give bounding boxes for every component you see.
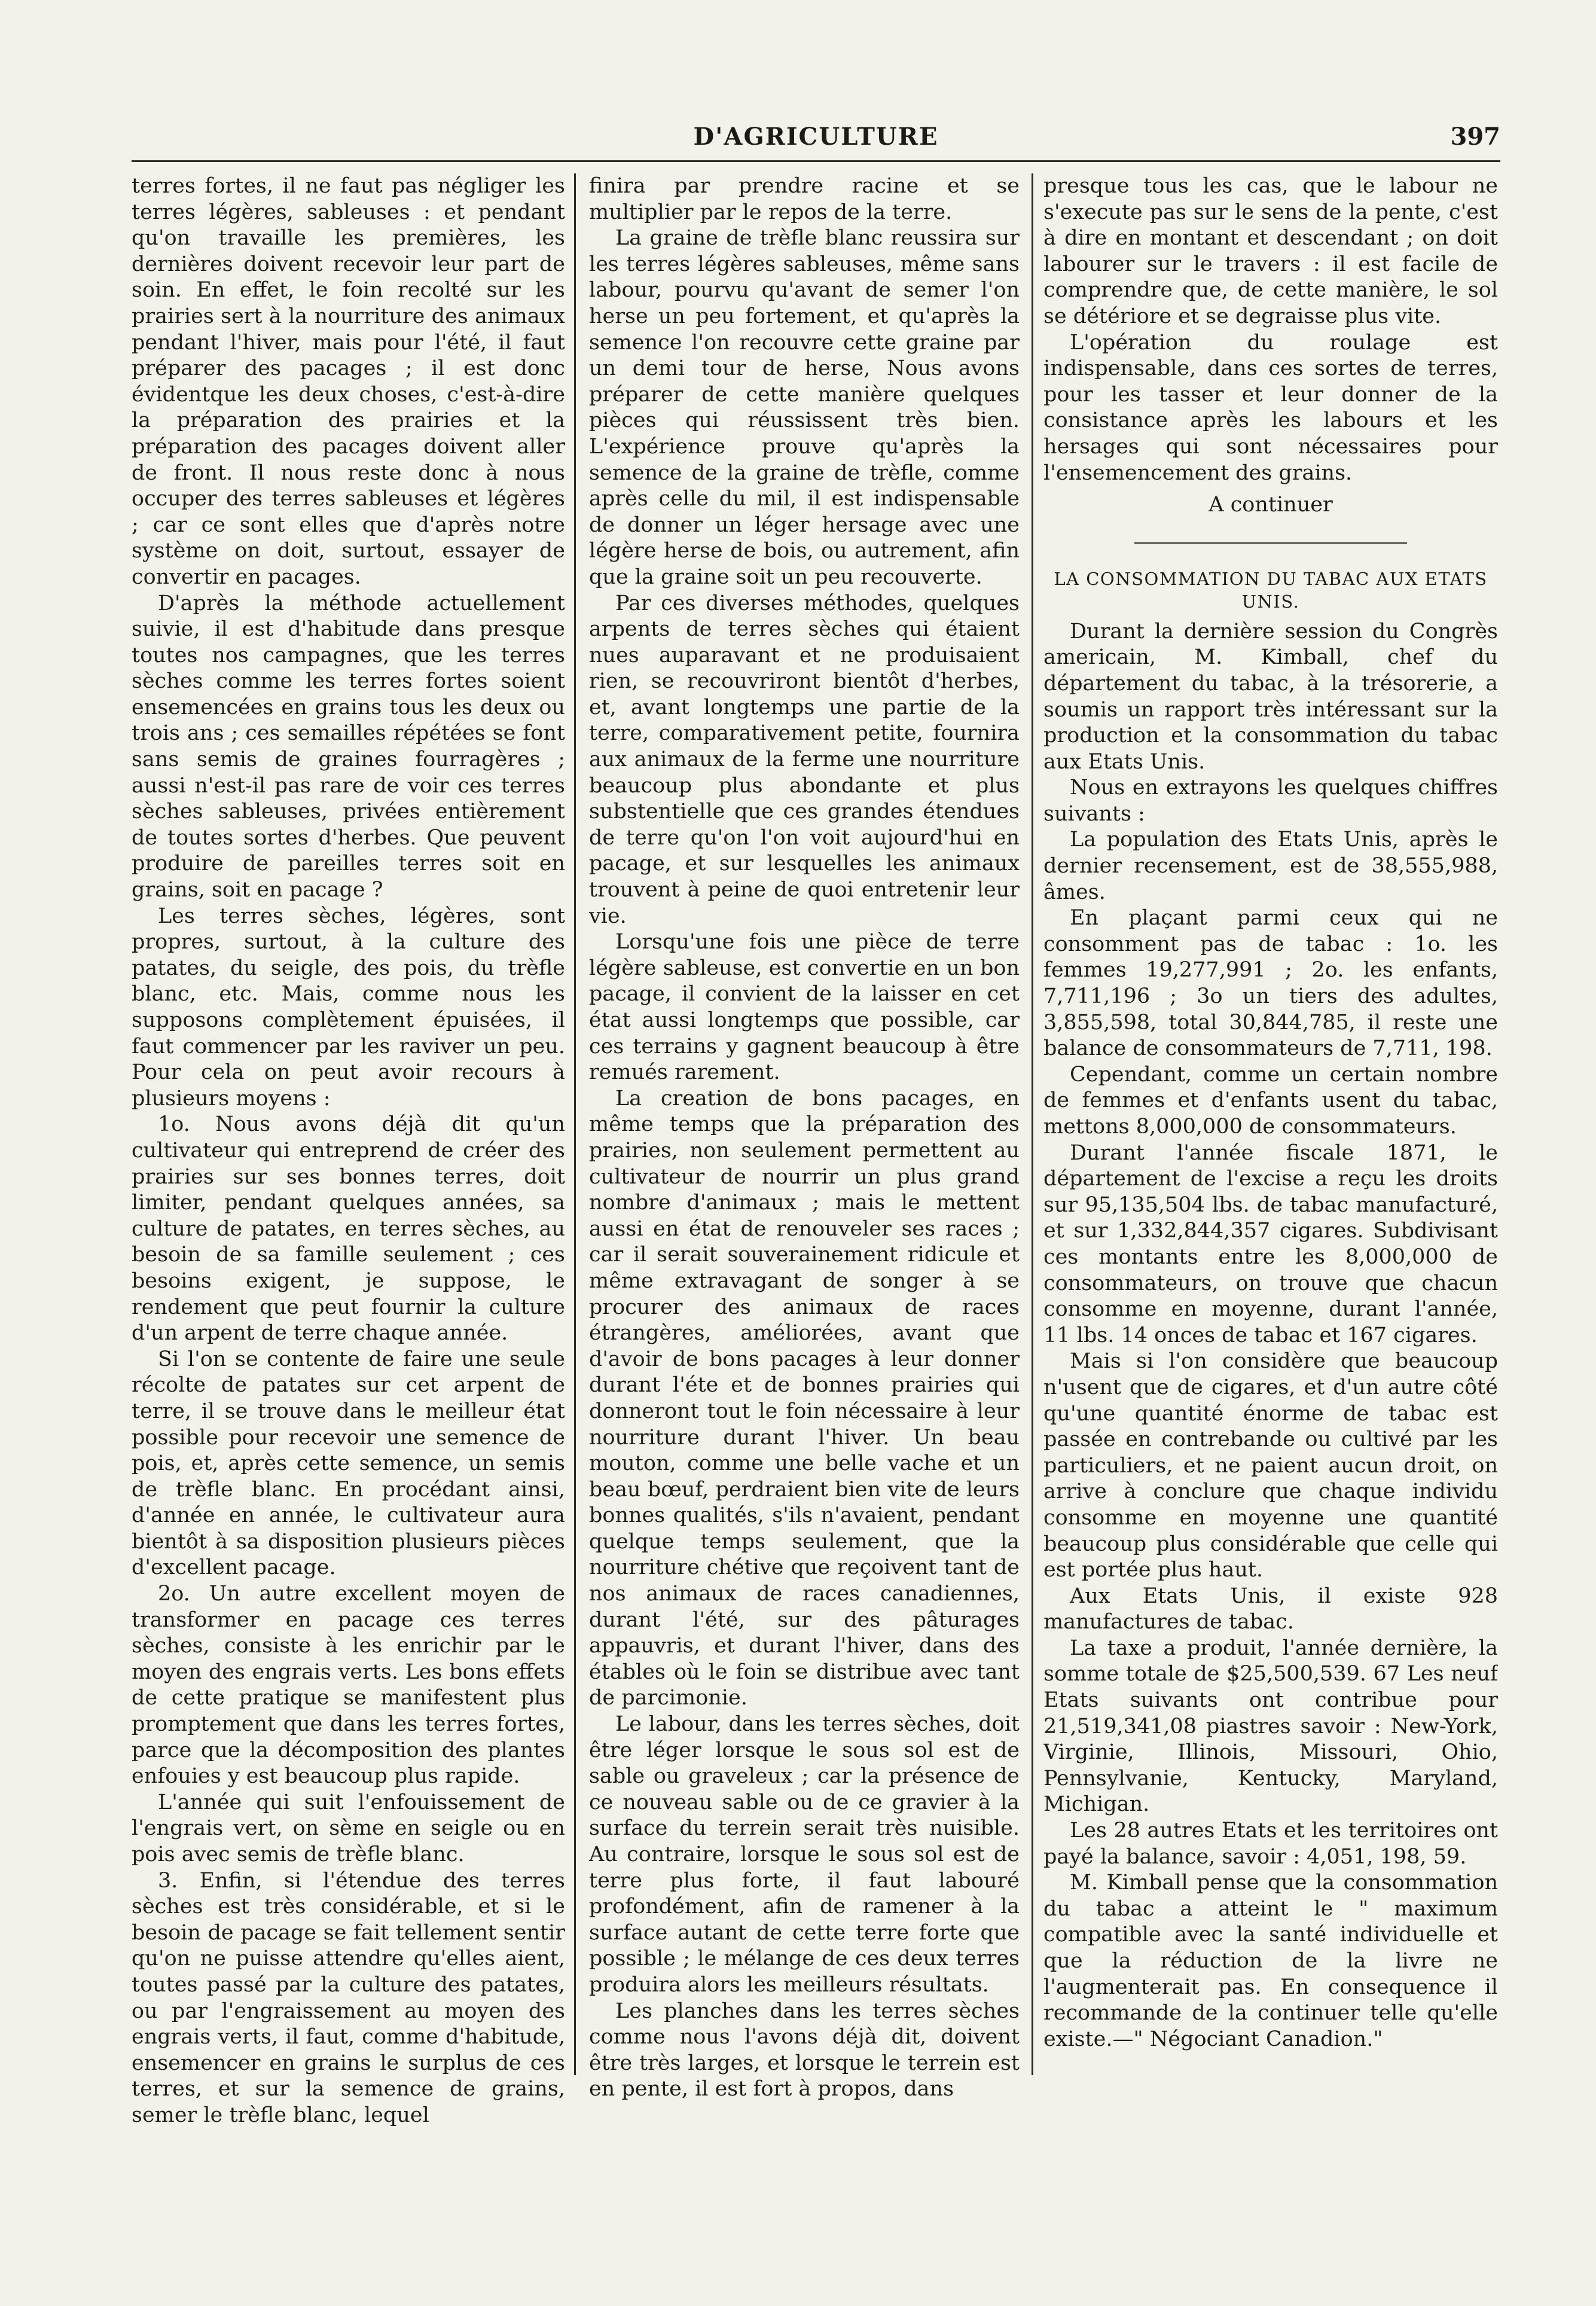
- header-rule: [132, 160, 1500, 162]
- page-header: [132, 123, 1500, 164]
- paragraph: L'année qui suit l'enfouissement de l'engrais vert, on sème en seigle ou en pois avec semis de trèfle blanc.: [132, 1790, 565, 1866]
- paragraph: Durant la dernière session du Congrès americain, M. Kimball, chef du département du tabac, à la trésorerie, a soumis un rapport très intéressant sur la production et la consommation du tabac aux Etats Unis.: [1043, 619, 1498, 774]
- paragraph: M. Kimball pense que la consommation du tabac a atteint le " maximum compatible avec la santé individuelle et que la réduction de la livre ne l'augmenterait pas. En consequence il recommande de la continuer telle qu'elle existe.—" Négociant Canadion.": [1043, 1871, 1498, 2051]
- paragraph: En plaçant parmi ceux qui ne consomment pas de tabac : 1o. les femmes 19,277,991 ; 2o. les enfants, 7,711,196 ; 3o un tiers des adultes, 3,855,598, total 30,844,785, il reste une balance de consommateurs de 7,711, 198.: [1043, 906, 1498, 1061]
- article-title: LA CONSOMMATION DU TABAC AUX ETATS UNIS.: [1054, 568, 1488, 612]
- paragraph: Les 28 autres Etats et les territoires ont payé la balance, savoir : 4,051, 198, 59.: [1043, 1819, 1498, 1869]
- page-number: 397: [1450, 123, 1500, 151]
- paragraph: presque tous les cas, que le labour ne s'execute pas sur le sens de la pente, c'est à dire en montant et descendant ; on doit labourer sur le travers : il est facile de comprendre que, de cette manière, le sol se détériore et se degraisse plus vite.: [1043, 174, 1498, 328]
- paragraph: terres fortes, il ne faut pas négliger les terres légères, sableuses : et pendant qu'on travaille les premières, les dernières doivent recevoir leur part de soin. En effet, le foin recolté sur les prairies sert à la nourriture des animaux pendant l'hiver, mais pour l'été, il faut préparer des pacages ; il est donc évidentque les deux choses, c'est-à-dire la préparation des prairies et la préparation des pacages doivent aller de front. Il nous reste donc à nous occuper des terres sableuses et légères ; car ce sont elles que d'après notre système on doit, surtout, essayer de convertir en pacages.: [132, 174, 565, 589]
- running-head: D'AGRICULTURE: [693, 123, 939, 151]
- paragraph: 3. Enfin, si l'étendue des terres sèches est très considérable, et si le besoin de pacage se fait tellement sentir qu'on ne puisse attendre qu'elles aient, toutes passé par la culture des patates, ou par l'engraissement au moyen des engrais verts, il faut, comme d'habitude, ensemencer en grains le surplus de ces terres, et sur la semence de grains, semer le trèfle blanc, lequel: [132, 1868, 565, 2127]
- continuation-note: A continuer: [1209, 493, 1333, 517]
- paragraph: 2o. Un autre excellent moyen de transformer en pacage ces terres sèches, consiste à les enrichir par le moyen des engrais verts. Les bons effets de cette pratique se manifestent plus promptement que dans les terres fortes, parce que la décomposition des plantes enfouies y est beaucoup plus rapide.: [132, 1582, 565, 1789]
- paragraph: Nous en extrayons les quelques chiffres suivants :: [1043, 776, 1498, 826]
- paragraph: 1o. Nous avons déjà dit qu'un cultivateur qui entreprend de créer des prairies sur ses bonnes terres, doit limiter, pendant quelques années, sa culture de patates, en terres sèches, au besoin de sa famille seulement ; ces besoins exigent, je suppose, le rendement que peut fournir la culture d'un arpent de terre chaque année.: [132, 1112, 565, 1346]
- paragraph: Aux Etats Unis, il existe 928 manufactures de tabac.: [1043, 1584, 1498, 1634]
- column-divider: [574, 173, 576, 2075]
- section-rule: [1134, 542, 1407, 544]
- paragraph: La population des Etats Unis, après le dernier recensement, est de 38,555,988, âmes.: [1043, 828, 1498, 904]
- paragraph: Les planches dans les terres sèches comme nous l'avons déjà dit, doivent être très larges, et lorsque le terrein est en pente, il est fort à propos, dans: [589, 1999, 1020, 2101]
- paragraph: Par ces diverses méthodes, quelques arpents de terres sèches qui étaient nues auparavant et ne produisaient rien, se recouvriront bientôt d'herbes, et, avant longtemps une partie de la terre, comparativement petite, fournira aux animaux de la ferme une nourriture beaucoup plus abondante et plus substentielle que ces grandes étendues de terre qu'on l'on voit aujourd'hui en pacage, et sur lesquelles les animaux trouvent à peine de quoi entretenir leur vie.: [589, 591, 1020, 928]
- paragraph: D'après la méthode actuellement suivie, il est d'habitude dans presque toutes nos campagnes, que les terres sèches comme les terres fortes soient ensemencées en grains tous les deux ou trois ans ; ces semailles répétées se font sans semis de graines fourragères ; aussi n'est-il pas rare de voir ces terres sèches sableuses, privées entièrement de toutes sortes d'herbes. Que peuvent produire de pareilles terres soit en grains, soit en pacage ?: [132, 591, 565, 902]
- column-divider: [1032, 173, 1033, 2075]
- paragraph: Le labour, dans les terres sèches, doit être léger lorsque le sous sol est de sable ou graveleux ; car la présence de ce nouveau sable ou de ce gravier à la surface du terrein serait très nuisible. Au contraire, lorsque le sous sol est de terre plus forte, il faut labouré profondément, afin de ramener à la surface autant de cette terre forte que possible ; le mélange de ces deux terres produira alors les meilleurs résultats.: [589, 1712, 1020, 1997]
- paragraph: Les terres sèches, légères, sont propres, surtout, à la culture des patates, du seigle, des pois, du trèfle blanc, etc. Mais, comme nous les supposons complètement épuisées, il faut commencer par les raviver un peu. Pour cela on peut avoir recours à plusieurs moyens :: [132, 904, 565, 1111]
- paragraph: Lorsqu'une fois une pièce de terre légère sableuse, est convertie en un bon pacage, il convient de la laisser en cet état aussi longtemps que possible, car ces terrains y gagnent beaucoup à être remués rarement.: [589, 930, 1020, 1085]
- paragraph: Cependant, comme un certain nombre de femmes et d'enfants usent du tabac, mettons 8,000,000 de consommateurs.: [1043, 1062, 1498, 1139]
- column-1: [132, 173, 565, 2147]
- paragraph: La creation de bons pacages, en même temps que la préparation des prairies, non seulement permettent au cultivateur de nourrir un plus grand nombre d'animaux ; mais le mettent aussi en état de renouveler ses races ; car il serait souverainement ridicule et même extravagant de songer à se procurer des animaux de races étrangères, améliorées, avant que d'avoir de bons pacages à leur donner durant l'éte et de bonnes prairies qui donneront tout le foin nécessaire à leur nourriture durant l'hiver. Un beau mouton, comme une belle vache et un beau bœuf, perdraient bien vite de leurs bonnes qualités, s'ils n'avaient, pendant quelque temps seulement, que la nourriture chétive que reçoivent tant de nos animaux de races canadiennes, durant l'été, sur des pâturages appauvris, et durant l'hiver, dans des étables où le foin se distribue avec tant de parcimonie.: [589, 1086, 1020, 1710]
- paragraph: Mais si l'on considère que beaucoup n'usent que de cigares, et d'un autre côté qu'une quantité énorme de tabac est passée en contrebande ou cultivé par les particuliers, et ne paient aucun droit, on arrive à conclure que chaque individu consomme en moyenne une quantité beaucoup plus considérable que celle qui est portée plus haut.: [1043, 1349, 1498, 1582]
- paragraph: L'opération du roulage est indispensable, dans ces sortes de terres, pour les tasser et leur donner de la consistance après les labours et les hersages qui sont nécessaires pour l'ensemencement des grains.: [1043, 330, 1498, 485]
- paragraph: Si l'on se contente de faire une seule récolte de patates sur cet arpent de terre, il se trouve dans le meilleur état possible pour recevoir une semence de pois, et, après cette semence, un semis de trèfle blanc. En procédant ainsi, d'année en année, le cultivateur aura bientôt à sa disposition plusieurs pièces d'excellent pacage.: [132, 1347, 565, 1580]
- paragraph: La taxe a produit, l'année dernière, la somme totale de $25,500,539. 67 Les neuf Etats suivants ont contribue pour 21,519,341,08 piastres savoir : New-York, Virginie, Illinois, Missouri, Ohio, Pennsylvanie, Kentucky, Maryland, Michigan.: [1043, 1636, 1498, 1817]
- paragraph: finira par prendre racine et se multiplier par le repos de la terre.: [589, 174, 1020, 224]
- paragraph: La graine de trèfle blanc reussira sur les terres légères sableuses, même sans labour, pourvu qu'avant de semer l'on herse un peu fortement, et qu'après la semence l'on recouvre cette graine par un demi tour de herse, Nous avons préparer de cette manière quelques pièces qui réussissent très bien. L'expérience prouve qu'après la semence de la graine de trèfle, comme après celle du mil, il est indispensable de donner un léger hersage avec une légère herse de bois, ou autrement, afin que la graine soit un peu recouverte.: [589, 226, 1020, 589]
- column-2: [589, 173, 1020, 2147]
- column-3: [1043, 173, 1498, 2147]
- paragraph: Durant l'année fiscale 1871, le département de l'excise a reçu les droits sur 95,135,504 lbs. de tabac manufacturé, et sur 1,332,844,357 cigares. Subdivisant ces montants entre les 8,000,000 de consommateurs, on trouve que chacun consomme en moyenne, durant l'année, 11 lbs. 14 onces de tabac et 167 cigares.: [1043, 1140, 1498, 1347]
